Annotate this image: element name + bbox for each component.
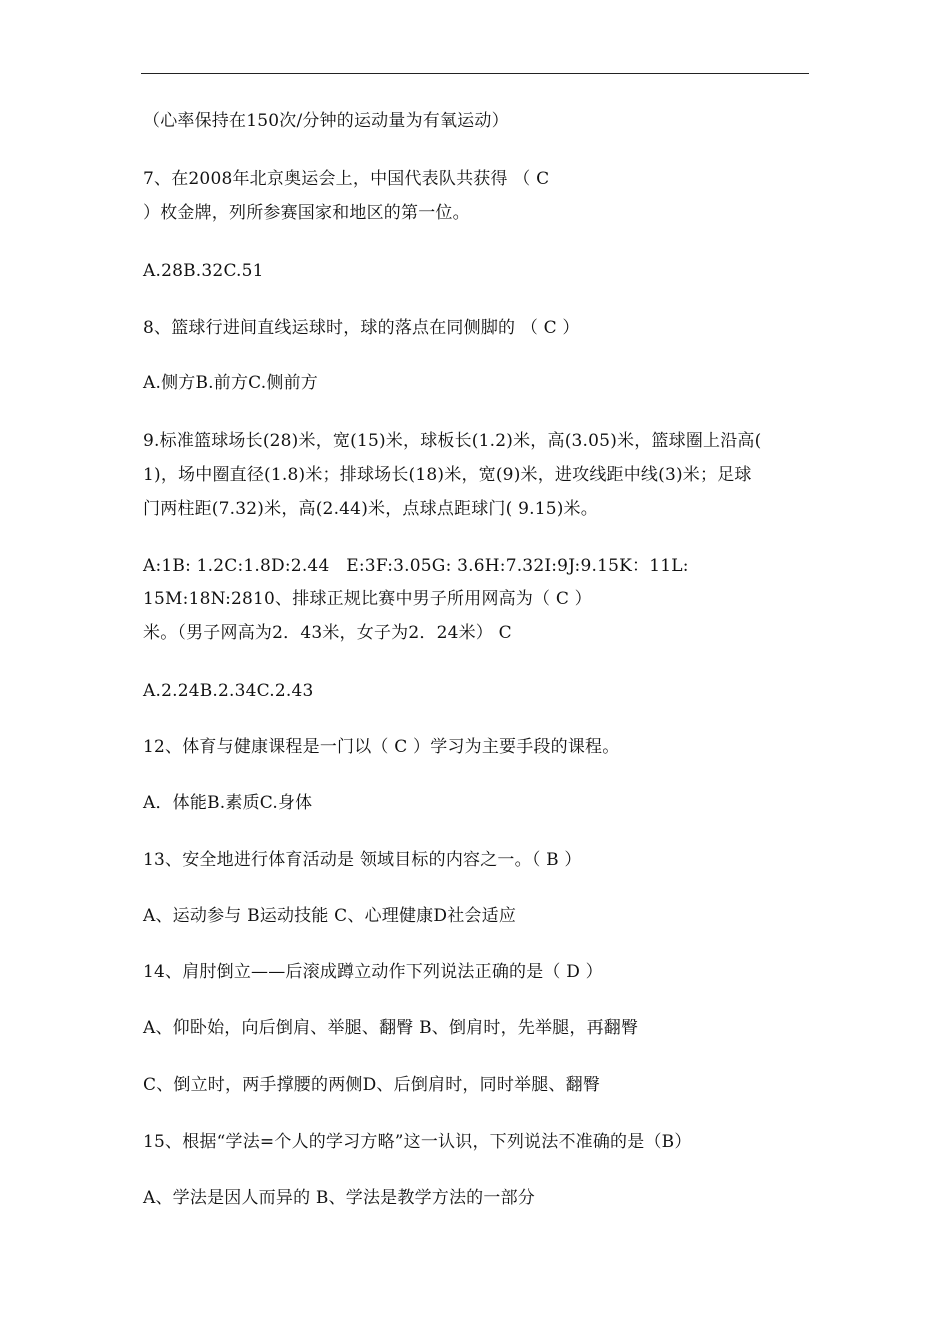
question-15: 15、根据“学法=个人的学习方略”这一认识，下列说法不准确的是（B） [143,1132,692,1152]
question-8: 8、篮球行进间直线运球时，球的落点在同侧脚的 （ C ） [143,318,580,338]
question-8-options: A.侧方B.前方C.侧前方 [143,373,318,393]
header-rule [141,73,809,74]
question-13-options: A、运动参与 B运动技能 C、心理健康D社会适应 [143,906,517,926]
question-13: 13、安全地进行体育活动是 领域目标的内容之一。（ B ） [143,850,582,870]
question-7-continued: ）枚金牌，列所参赛国家和地区的第一位。 [143,203,470,223]
question-12: 12、体育与健康课程是一门以（ C ）学习为主要手段的课程。 [143,737,620,757]
text-line-heart-rate-note: （心率保持在150次/分钟的运动量为有氧运动） [143,111,509,131]
question-7-options: A.28B.32C.51 [143,261,264,281]
question-9-line-1: 9.标准篮球场长(28)米，宽(15)米，球板长(1.2)米，高(3.05)米，篮球圈上沿高( [143,431,762,451]
question-9-line-3: 门两柱距(7.32)米，高(2.44)米，点球点距球门( 9.15)米。 [143,499,598,519]
question-14-options-line-1: A、仰卧始，向后倒肩、举腿、翻臀 B、倒肩时，先举腿，再翻臀 [143,1018,639,1038]
question-10-note: 米。（男子网高为2．43米，女子为2．24米） C [143,623,512,643]
question-12-options: A．体能B.素质C.身体 [143,793,313,813]
question-14: 14、肩肘倒立——后滚成蹲立动作下列说法正确的是（ D ） [143,962,603,982]
question-10-options: A.2.24B.2.34C.2.43 [143,681,314,701]
question-9-line-2: 1)，场中圈直径(1.8)米；排球场长(18)米，宽(9)米，进攻线距中线(3)米；足球 [143,465,752,485]
question-10: 15M:18N:2810、排球正规比赛中男子所用网高为（ C ） [143,589,592,609]
question-14-options-line-2: C、倒立时，两手撑腰的两侧D、后倒肩时，同时举腿、翻臀 [143,1075,601,1095]
question-9-options-line-1: A:1B: 1.2C:1.8D:2.44 E:3F:3.05G: 3.6H:7.32I:9J:9.15K：11L: [143,556,689,576]
question-15-options: A、学法是因人而异的 B、学法是教学方法的一部分 [143,1188,535,1208]
question-7: 7、在2008年北京奥运会上，中国代表队共获得 （ C [143,169,550,189]
